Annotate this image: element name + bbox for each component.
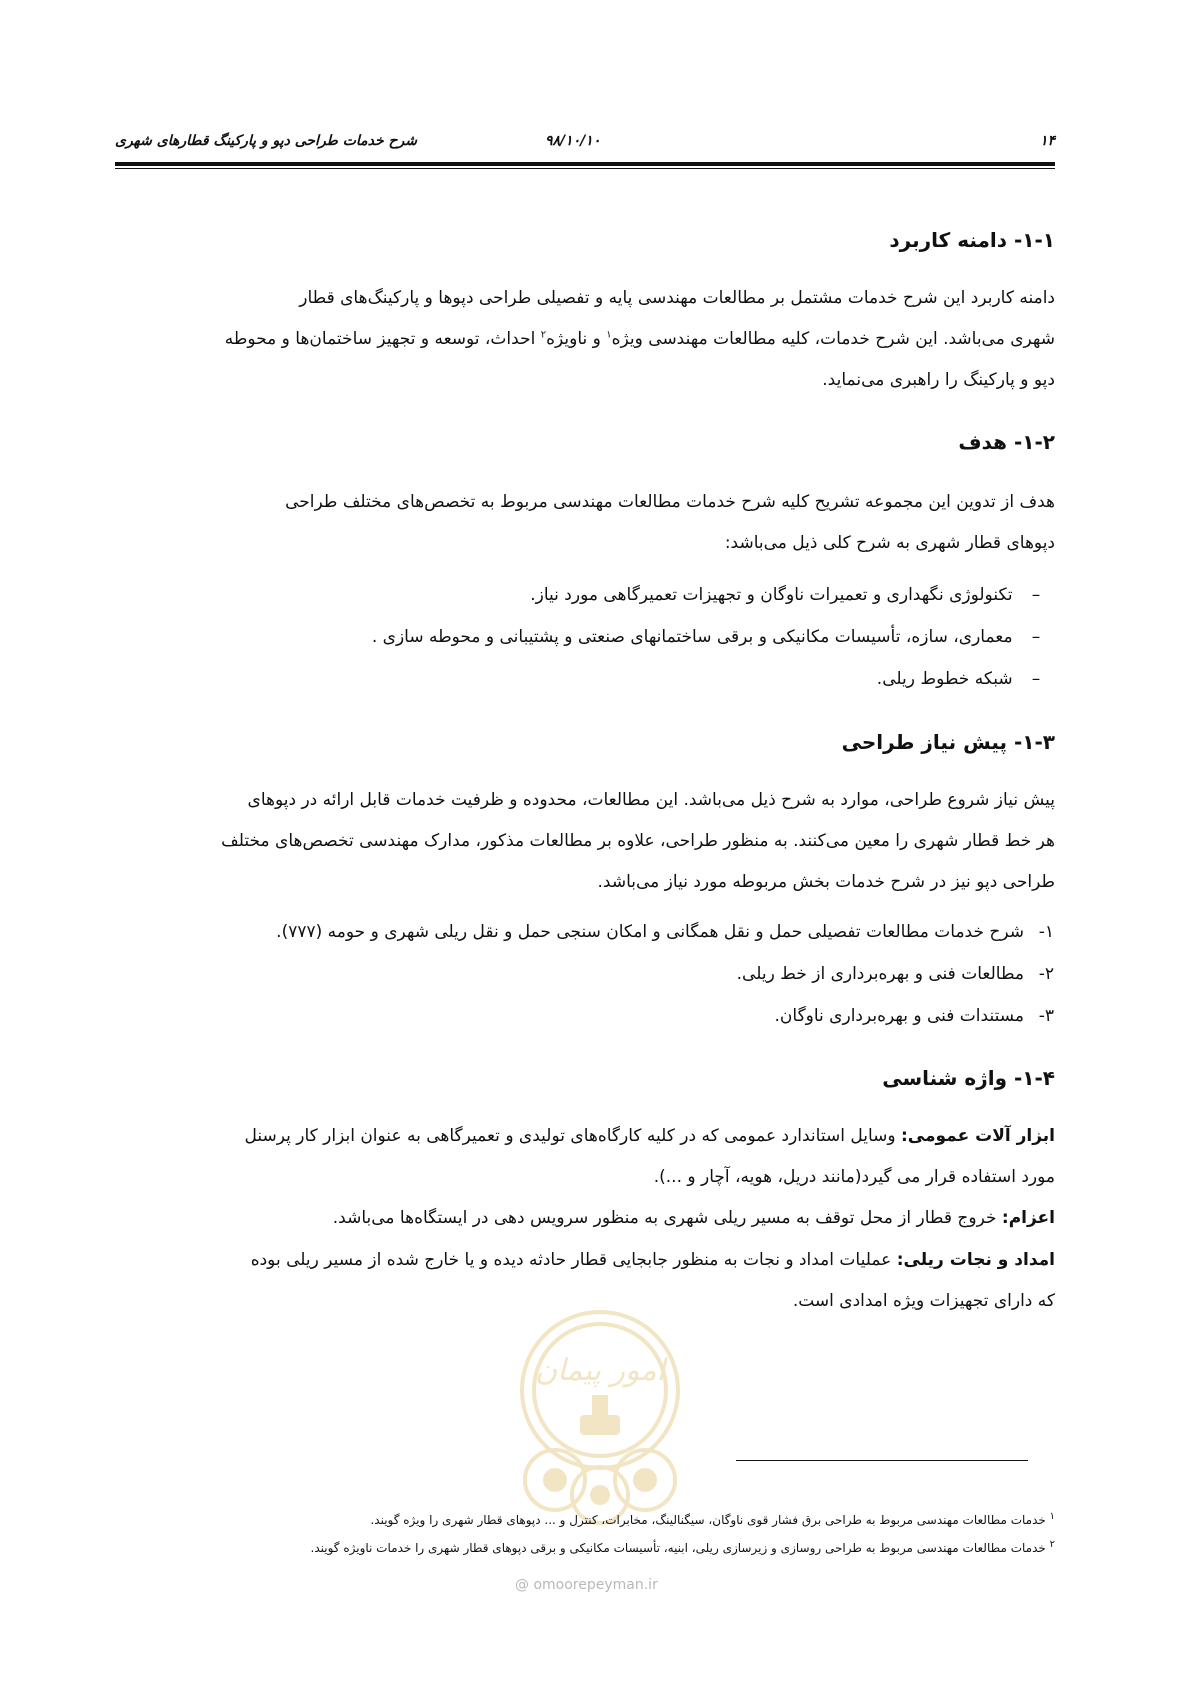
- header-rule-thick: [115, 162, 1055, 166]
- section-heading-terminology: ۱-۴- واژه شناسی: [882, 1066, 1055, 1090]
- paragraph-line: دپو و پارکینگ را راهبری می‌نماید.: [822, 370, 1055, 390]
- numbered-item: ۳-مستندات فنی و بهره‌برداری ناوگان.: [774, 1006, 1054, 1026]
- watermark-url: @ omoorepeyman.ir: [515, 1577, 658, 1593]
- definition-line: ابزار آلات عمومی: وسایل استاندارد عمومی که در کلیه کارگاه‌های تولیدی و تعمیرگاهی به عنوان ابزار کار پرسنل: [244, 1126, 1055, 1146]
- term: اعزام:: [1001, 1208, 1055, 1228]
- list-item: – معماری، سازه، تأسیسات مکانیکی و برقی ساختمانهای صنعتی و پشتیبانی و محوطه سازی .: [372, 627, 1054, 647]
- paragraph-line: شهری می‌باشد. این شرح خدمات، کلیه مطالعات مهندسی ویژه$^۱$ و ناویژه$^۲$ احداث، توسعه و تجهیز ساختمان‌ها و محوطه: [224, 329, 1055, 349]
- footnote-ref[interactable]: ۲: [540, 329, 547, 341]
- list-item: – شبکه خطوط ریلی.: [877, 669, 1054, 689]
- paragraph-line: پیش نیاز شروع طراحی، موارد به شرح ذیل می‌باشد. این مطالعات، محدوده و ظرفیت خدمات قابل ارائه در دپوهای: [247, 790, 1055, 810]
- definition-line: اعزام: خروج قطار از محل توقف به مسیر ریلی شهری به منظور سرویس دهی در ایستگاه‌ها می‌باشد.: [332, 1208, 1055, 1228]
- bullet-mark: –: [1031, 585, 1041, 605]
- watermark-logo-icon: [500, 1295, 700, 1535]
- numbered-item: ۲-مطالعات فنی و بهره‌برداری از خط ریلی.: [736, 964, 1054, 984]
- footnote-ref[interactable]: ۱: [606, 329, 612, 341]
- list-item: – تکنولوژی نگهداری و تعمیرات ناوگان و تجهیزات تعمیرگاهی مورد نیاز.: [530, 585, 1054, 605]
- running-header: [115, 133, 1055, 159]
- term: ابزار آلات عمومی:: [901, 1126, 1055, 1146]
- definition-line: امداد و نجات ریلی: عملیات امداد و نجات به منظور جابجایی قطار حادثه دیده و یا خارج شده از مسیر ریلی بوده: [250, 1250, 1055, 1270]
- watermark-logo-text: امور پیمان: [535, 1353, 665, 1388]
- page-number: ۱۴: [1039, 133, 1055, 149]
- footnote: $^۲$ خدمات مطالعات مهندسی مربوط به طراحی روسازی و زیرسازی ریلی، ابنیه، تأسیسات مکانیکی و برقی دپوهای قطار شهری را خدمات ناویژه گویند.: [310, 1539, 1055, 1555]
- paragraph-line: هر خط قطار شهری را معین می‌کنند. به منظور طراحی، علاوه بر مطالعات مذکور، مدارک مهندسی تخصص‌های مختلف: [221, 831, 1055, 851]
- header-rule-thin: [115, 168, 1055, 169]
- definition-line: مورد استفاده قرار می گیرد(مانند دریل، هویه، آچار و ...).: [653, 1167, 1055, 1187]
- paragraph-line: طراحی دپو نیز در شرح خدمات بخش مربوطه مورد نیاز می‌باشد.: [597, 872, 1055, 892]
- section-heading-scope: ۱-۱- دامنه کاربرد: [889, 228, 1055, 252]
- numbered-item: ۱-شرح خدمات مطالعات تفصیلی حمل و نقل همگانی و امکان سنجی حمل و نقل ریلی شهری و حومه (۷۷۷).: [276, 922, 1054, 942]
- definition-line: که دارای تجهیزات ویژه امدادی است.: [792, 1291, 1055, 1311]
- header-date: ۹۸/۱۰/۱۰: [545, 133, 601, 149]
- paragraph-line: دپوهای قطار شهری به شرح کلی ذیل می‌باشد:: [724, 533, 1055, 553]
- bullet-mark: –: [1031, 627, 1041, 647]
- footnote-rule: [736, 1460, 1028, 1461]
- header-title: شرح خدمات طراحی دپو و پارکینگ قطارهای شهری: [115, 133, 418, 149]
- section-heading-goal: ۱-۲- هدف: [958, 430, 1055, 454]
- term: امداد و نجات ریلی:: [896, 1250, 1055, 1270]
- bullet-mark: –: [1031, 669, 1041, 689]
- paragraph-line: هدف از تدوین این مجموعه تشریح کلیه شرح خدمات مطالعات مهندسی مربوط به تخصص‌های مختلف طراحی: [285, 492, 1055, 512]
- section-heading-prerequisites: ۱-۳- پیش نیاز طراحی: [841, 730, 1055, 754]
- footnote: $^۱$ خدمات مطالعات مهندسی مربوط به طراحی برق فشار قوی ناوگان، سیگنالینگ، مخابرات، کنترل و ... دپوهای قطار شهری را ویژه گویند.: [370, 1511, 1055, 1527]
- paragraph-line: دامنه کاربرد این شرح خدمات مشتمل بر مطالعات مهندسی پایه و تفصیلی طراحی دپوها و پارکینگ‌های قطار: [299, 288, 1055, 308]
